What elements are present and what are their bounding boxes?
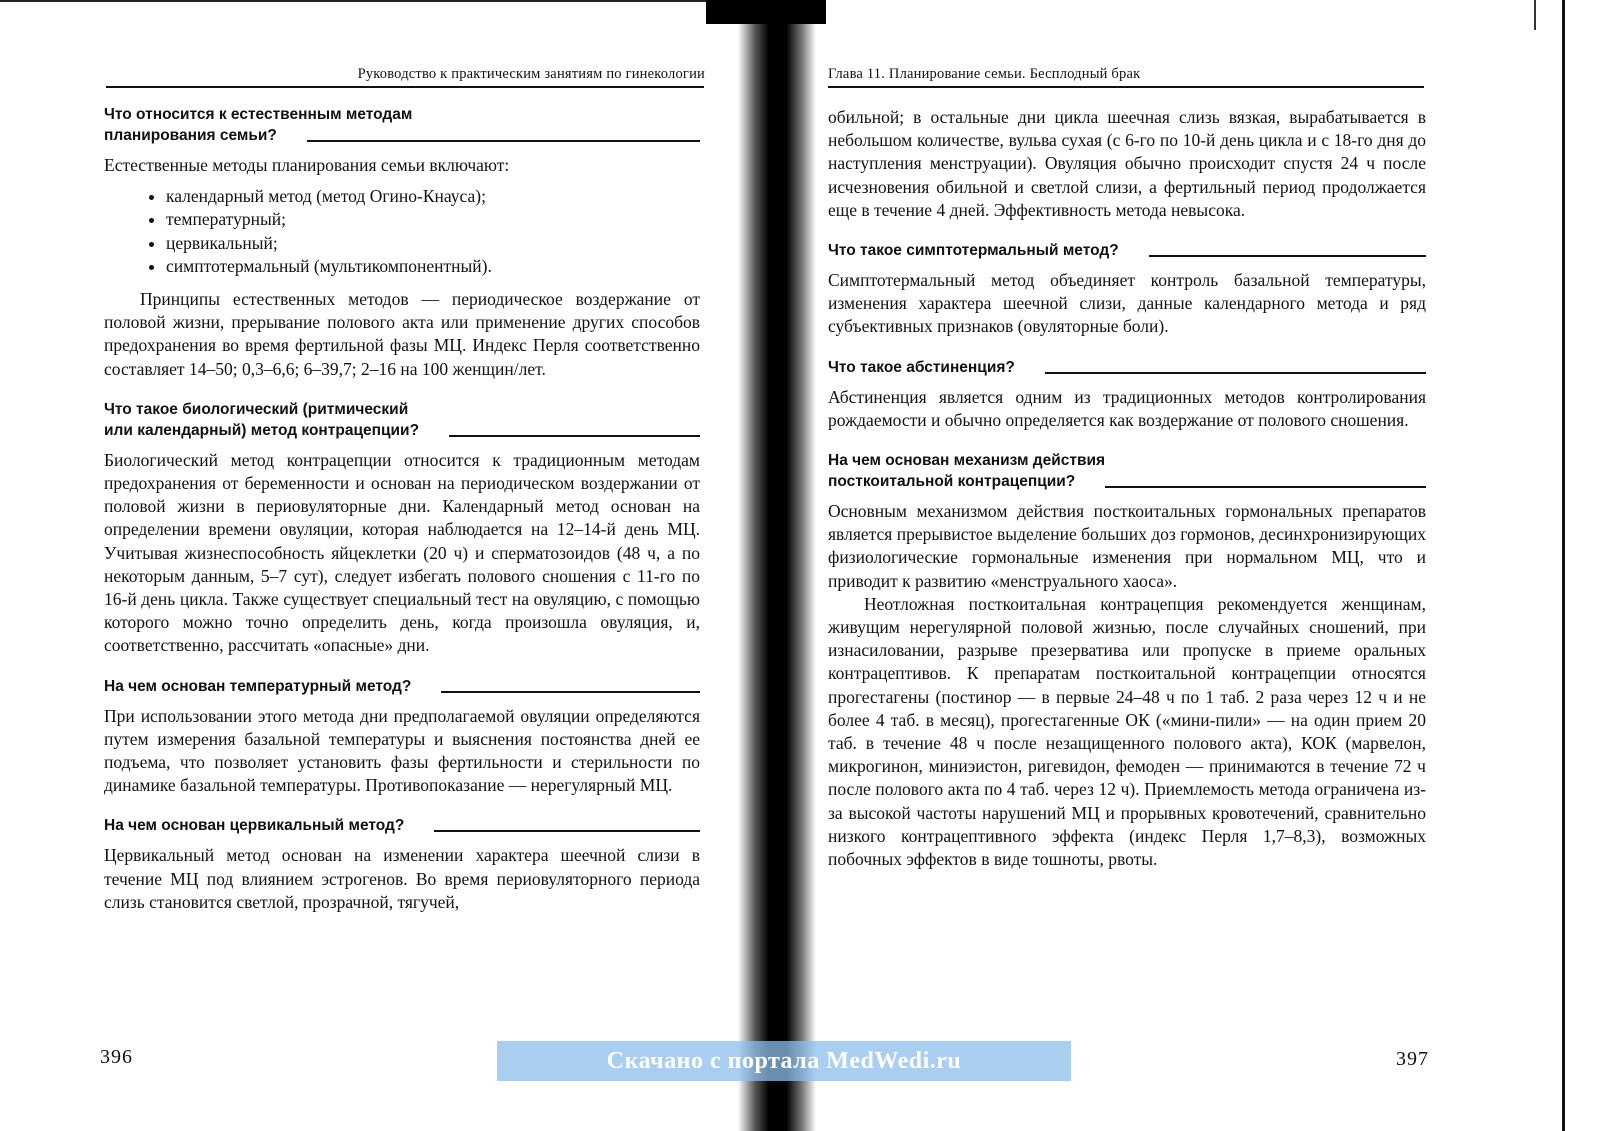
question-heading <box>104 815 700 836</box>
bullet-list-item: • календарный метод (метод Огино-Кнауса); <box>166 185 700 208</box>
question-heading-rule <box>1045 372 1426 374</box>
question-heading-line: Что такое биологический (ритмический <box>104 400 409 418</box>
book-gutter-shadow <box>738 0 816 1131</box>
watermark-text: Скачано с портала MedWedi.ru <box>606 1048 962 1074</box>
question-heading <box>104 676 700 697</box>
question-heading <box>828 450 1426 492</box>
question-heading-rule <box>441 691 700 693</box>
body-paragraph: Неотложная посткоитальная контрацепция рекомендуется женщинам, живущим нерегулярной половой жизнью, после случайных сношений, при изнасиловании, разрыве презерватива или пропуске в приеме оральных контрацептивов. К препаратам посткоитальной контрацепции относятся прогестагены (постинор — в первые 24–48 ч по 1 таб. 2 раза через 12 ч и не более 4 таб. в месяц), прогестагенные ОК («мини-пили» — на один прием 20 таб. в течение 48 ч после незащищенного полового акта), КОК (марвелон, микрогинон, миниэистон, ригевидон, фемоден — принимаются в течение 72 ч после полового акта по 4 таб. через 12 ч). Приемлемость метода ограничена из-за высокой частоты нарушений МЦ и прорывных кровотечений, сравнительно низкого контрацептивного эффекта (индекс Перля 1,7–8,3), возможных побочных эффектов в виде тошноты, рвоты. <box>828 593 1426 870</box>
body-paragraph: Симптотермальный метод объединяет контроль базальной температуры, изменения характера шеечной слизи, данные календарного метода и ряд субъективных признаков (овуляторные боли). <box>828 270 1426 337</box>
header-rule-left <box>106 86 704 88</box>
left-text-column <box>104 104 700 914</box>
body-paragraph: обильной; в остальные дни цикла шеечная слизь вязкая, вырабатывается в небольшом количестве, вульва сухая (с 6-го по 10-й день цикла и с 18-го дня до наступления менструации). Овуляция обычно происходит спустя 24 ч после исчезновения обильной и светлой слизи, а фертильный период продолжается еще в течение 4 дней. Эффективность метода невысока. <box>828 107 1426 220</box>
page-number-right: 397 <box>1396 1048 1429 1070</box>
bullet-list-item: • температурный; <box>166 208 700 231</box>
question-heading-line: Что такое абстиненция? <box>828 358 1015 376</box>
header-rule-right <box>828 86 1424 88</box>
bullet-list-item: • цервикальный; <box>166 232 700 255</box>
right-page-edge-mark <box>1534 0 1536 30</box>
question-heading-rule <box>1149 255 1426 257</box>
right-page-edge <box>1562 0 1565 1131</box>
running-head-right: Глава 11. Планирование семьи. Бесплодный брак <box>828 66 1141 82</box>
question-heading-rule <box>434 830 700 832</box>
body-paragraph: Основным механизмом действия посткоитальных гормональных препаратов является прерывистое выделение больших доз гормонов, десинхронизирующих физиологические гормональные изменения при нормальном МЦ, что и приводит к развитию «менструального хаоса». <box>828 501 1426 591</box>
left-page <box>0 0 760 1131</box>
question-heading-rule <box>307 140 700 142</box>
right-page <box>800 0 1600 1131</box>
question-heading <box>104 399 700 441</box>
gutter-top-shadow <box>706 0 826 24</box>
running-head-left: Руководство к практическим занятиям по гинекологии <box>357 66 705 82</box>
question-heading-line: Что относится к естественным методам <box>104 106 413 123</box>
question-heading-line: или календарный) метод контрацепции? <box>104 421 420 439</box>
question-heading-rule <box>449 435 700 437</box>
watermark-banner <box>497 1041 1071 1081</box>
bullet-list <box>104 185 700 278</box>
body-paragraph: Абстиненция является одним из традиционных методов контролирования рождаемости и обычно определяется как воздержание от полового сношения. <box>828 386 1426 430</box>
question-heading-line: Что такое симптотермальный метод? <box>828 242 1119 260</box>
question-heading <box>828 357 1426 378</box>
top-edge-line <box>0 0 760 2</box>
body-paragraph: При использовании этого метода дни предполагаемой овуляции определяются путем измерения базальной температуры и выяснения постоянства дней ее подъема, что позволяет установить фазы фертильности и стерильности по динамике базальной температуры. Противопоказание — нерегулярный МЦ. <box>104 705 700 796</box>
body-paragraph: Естественные методы планирования семьи включают: <box>104 155 510 175</box>
body-paragraph: Биологический метод контрацепции относится к традиционным методам предохранения от беременности и основан на периодическом воздержании от половой жизни в периовуляторные дни. Календарный метод основан на определении времени овуляции, которая наблюдается на 12–14-й день МЦ. Учитывая жизнеспособность яйцеклетки (20 ч) и сперматозоидов (48 ч, а по некоторым данным, 5–7 сут), следует избегать полового сношения с 11-го по 16-й день цикла. Также существует специальный тест на овуляцию, с помощью которого можно точно определить день, когда произошла овуляция, и, соответственно, рассчитать «опасные» дни. <box>104 449 700 656</box>
bullet-list-item: • симптотермальный (мультикомпонентный). <box>166 255 700 278</box>
question-heading-line: планирования семьи? <box>104 127 277 144</box>
page-number-left: 396 <box>100 1046 133 1068</box>
question-heading <box>104 104 700 146</box>
question-heading <box>828 240 1426 261</box>
right-text-column <box>828 106 1426 871</box>
question-heading-line: На чем основан температурный метод? <box>104 677 412 695</box>
body-paragraph: Принципы естественных методов — периодическое воздержание от половой жизни, прерывание полового акта или применение других способов предохранения во время фертильной фазы МЦ. Индекс Перля соответственно составляет 14–50; 0,3–6,6; 6–39,7; 2–16 на 100 женщин/лет. <box>104 289 700 379</box>
body-paragraph: Цервикальный метод основан на изменении характера шеечной слизи в течение МЦ под влиянием эстрогенов. Во время периовуляторного периода слизь становится светлой, прозрачной, тягучей, <box>104 845 700 912</box>
question-heading-line: посткоитальной контрацепции? <box>828 473 1076 491</box>
question-heading-rule <box>1105 486 1426 488</box>
question-heading-line: На чем основан цервикальный метод? <box>104 817 405 835</box>
question-heading-line: На чем основан механизм действия <box>828 452 1106 470</box>
